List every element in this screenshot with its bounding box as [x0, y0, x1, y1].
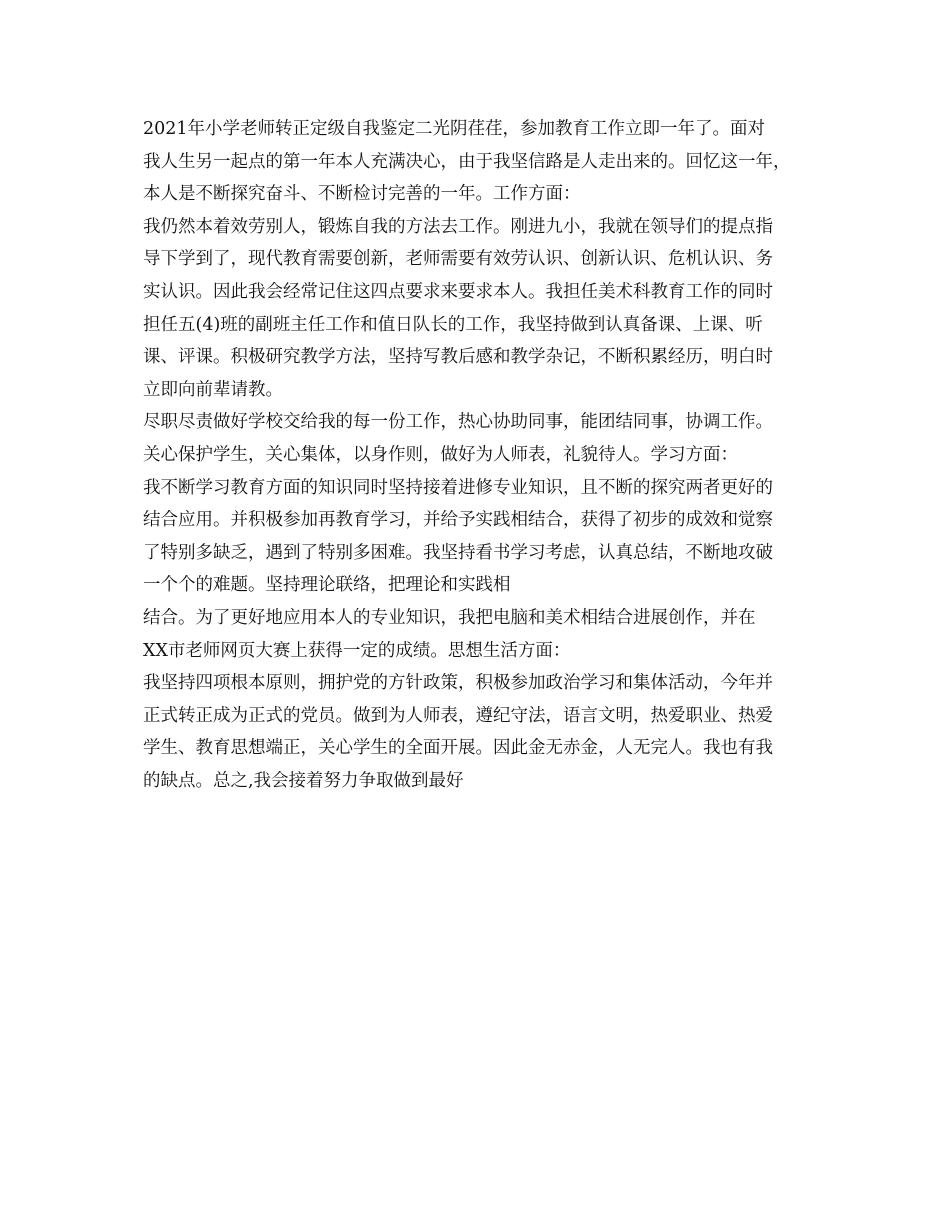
text-line: 2021年小学老师转正定级自我鉴定二光阴荏荏，参加教育工作立即一年了。面对 — [143, 119, 766, 139]
text-line: 我仍然本着效劳别人，锻炼自我的方法去工作。刚进九小，我就在领导们的提点指 — [143, 216, 773, 237]
text-line: 立即向前辈请教。 — [143, 379, 283, 400]
text-line: XX市老师网页大赛上获得一定的成绩。思想生活方面： — [143, 640, 571, 661]
text-line: 了特别多缺乏，遇到了特别多困难。我坚持看书学习考虑，认真总结，不断地攻破 — [143, 542, 773, 563]
text-line: 课、评课。积极研究教学方法，坚持写教后感和教学杂记，不断积累经历，明白时 — [143, 347, 773, 368]
text-line: 本人是不断探究奋斗、不断检讨完善的一年。工作方面： — [143, 184, 581, 205]
text-line: 我坚持四项根本原则，拥护党的方针政策，积极参加政治学习和集体活动，今年并 — [143, 673, 773, 694]
text-line: 导下学到了，现代教育需要创新，老师需要有效劳认识、创新认识、危机认识、务 — [143, 249, 773, 270]
text-line: 尽职尽责做好学校交给我的每一份工作，热心协助同事，能团结同事，协调工作。 — [143, 412, 773, 433]
text-line: 关心保护学生，关心集体，以身作则，做好为人师表，礼貌待人。学习方面： — [143, 444, 738, 465]
text-line: 结合应用。并积极参加再教育学习，并给予实践相结合，获得了初步的成效和觉察 — [143, 510, 773, 531]
text-line: 学生、教育思想端正，关心学生的全面开展。因此金无赤金，人无完人。我也有我 — [143, 738, 773, 759]
text-line: 我人生另一起点的第一年本人充满决心，由于我坚信路是人走出来的。回忆这一年， — [143, 151, 791, 172]
text-line: 实认识。因此我会经常记住这四点要求来要求本人。我担任美术科教育工作的同时 — [143, 281, 773, 302]
text-line: 一个个的难题。坚持理论联络，把理论和实践相 — [143, 575, 511, 596]
document-body — [143, 113, 843, 797]
text-line: 结合。为了更好地应用本人的专业知识，我把电脑和美术相结合进展创作，并在 — [143, 607, 756, 628]
text-line: 正式转正成为正式的党员。做到为人师表，遵纪守法，语言文明，热爱职业、热爱 — [143, 705, 773, 726]
text-line: 的缺点。总之,我会接着努力争取做到最好 — [143, 770, 464, 791]
text-line: 担任五(4)班的副班主任工作和值日队长的工作，我坚持做到认真备课、上课、听 — [143, 314, 763, 335]
text-line: 我不断学习教育方面的知识同时坚持接着进修专业知识，且不断的探究两者更好的 — [143, 477, 773, 498]
